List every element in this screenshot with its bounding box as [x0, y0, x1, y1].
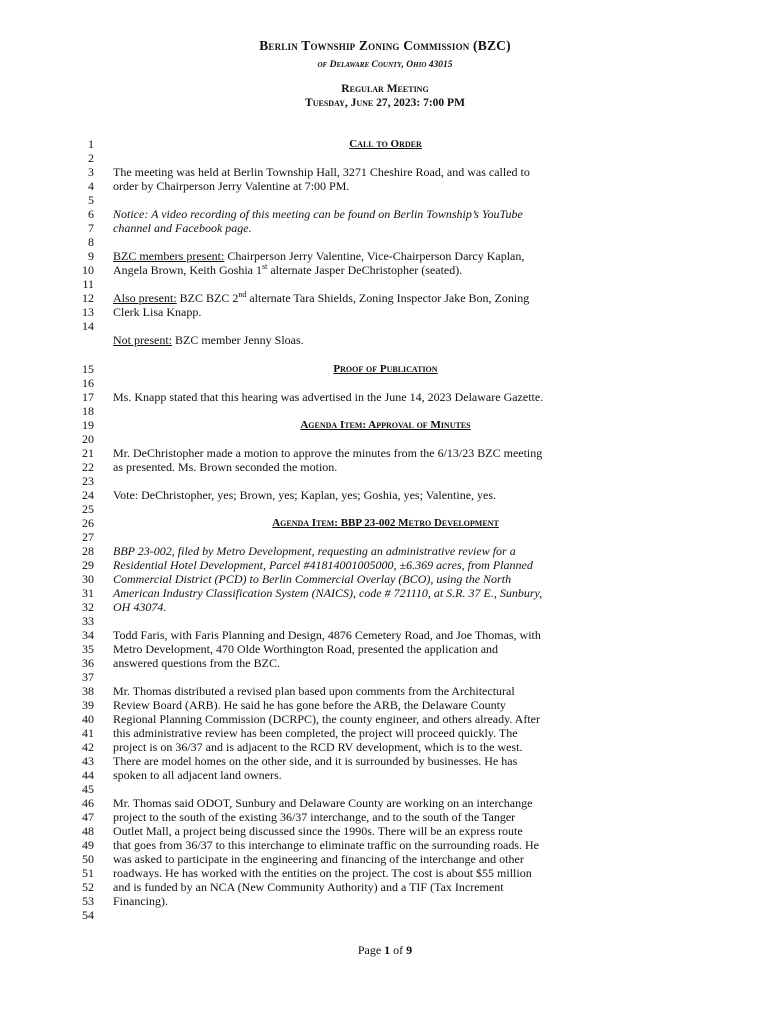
line-number: 4	[88, 179, 94, 193]
text-line-22: as presented. Ms. Brown seconded the motion.	[113, 460, 338, 474]
footer-page-word: Page	[357, 943, 385, 957]
text-line-50: was asked to participate in the engineering and financing of the interchange and other	[113, 852, 524, 866]
text-line-42: project is on 36/37 and is adjacent to the RCD RV development, which is to the west.	[113, 740, 523, 754]
line-number: 2	[88, 151, 94, 165]
line-number: 22	[82, 460, 94, 474]
text-line-46: Mr. Thomas said ODOT, Sunbury and Delaware County are working on an interchange	[113, 796, 533, 810]
line-number: 48	[82, 824, 94, 838]
line-number: 46	[82, 796, 94, 810]
footer-of-word: of	[390, 943, 407, 957]
text-line-53: Financing).	[113, 894, 168, 908]
text-line-39: Review Board (ARB). He said he has gone before the ARB, the Delaware County	[113, 698, 506, 712]
heading-proof-of-publication: Proof of Publication	[333, 363, 438, 375]
line-number: 43	[82, 754, 94, 768]
line-number: 51	[82, 866, 94, 880]
text-line-30: Commercial District (PCD) to Berlin Commercial Overlay (BCO), using the North	[113, 572, 512, 586]
line-number: 42	[82, 740, 94, 754]
line-number: 6	[88, 207, 94, 221]
line-number: 44	[82, 768, 94, 782]
meeting-date: Tuesday, June 27, 2023: 7:00 PM	[305, 97, 465, 109]
line-number: 9	[88, 249, 94, 263]
line-number: 29	[82, 558, 94, 572]
members-present-label: BZC members present:	[113, 249, 225, 263]
page-footer	[0, 943, 770, 958]
line-number: 18	[82, 404, 94, 418]
meeting-type: Regular Meeting	[341, 83, 429, 95]
text-line-29: Residential Hotel Development, Parcel #41814001005000, ±6.369 acres, from Planned	[113, 558, 533, 572]
line-number: 11	[82, 277, 94, 291]
line-number: 30	[82, 572, 94, 586]
text-line-43: There are model homes on the other side, and it is surrounded by businesses. He has	[113, 754, 518, 768]
line-number: 52	[82, 880, 94, 894]
text-line-3: order by Chairperson Jerry Valentine at 7:00 PM.	[113, 179, 350, 193]
line-number: 1	[88, 137, 94, 151]
document-title: Berlin Township Zoning Commission (BZC)	[259, 38, 511, 53]
text-line-40: Regional Planning Commission (DCRPC), the county engineer, and others already. After	[113, 712, 541, 726]
line-number: 19	[82, 418, 94, 432]
line-number: 10	[82, 263, 94, 277]
line-number: 38	[82, 684, 94, 698]
line-number: 8	[88, 235, 94, 249]
line-number: 36	[82, 656, 94, 670]
line-number: 16	[82, 376, 94, 390]
line-number: 27	[82, 530, 94, 544]
line-number: 23	[82, 474, 94, 488]
footer-page-total: 9	[406, 943, 413, 957]
not-present-label: Not present:	[113, 333, 172, 347]
text-line-38: Mr. Thomas distributed a revised plan based upon comments from the Architectural	[113, 684, 515, 698]
line-number: 32	[82, 600, 94, 614]
text-line-31: American Industry Classification System (NAICS), code # 721110, at S.R. 37 E., Sunbury,	[113, 586, 543, 600]
text-line-2: The meeting was held at Berlin Township Hall, 3271 Cheshire Road, and was called to	[113, 165, 530, 179]
heading-bbp-23-002: Agenda Item: BBP 23-002 Metro Development	[272, 517, 499, 529]
line-number: 13	[82, 305, 94, 319]
line-number: 24	[82, 488, 94, 502]
text-line-48: Outlet Mall, a project being discussed since the 1990s. There will be an express route	[113, 824, 523, 838]
line-number: 49	[82, 838, 94, 852]
text-line-9-b: alternate Jasper DeChristopher (seated).	[267, 263, 463, 277]
line-number: 25	[82, 502, 94, 516]
superscript-nd: nd	[238, 290, 247, 299]
text-line-17: Ms. Knapp stated that this hearing was advertised in the June 14, 2023 Delaware Gazette.	[113, 390, 544, 404]
line-number: 17	[82, 390, 94, 404]
text-line-6: channel and Facebook page.	[113, 221, 252, 235]
line-number: 45	[82, 782, 94, 796]
line-number: 26	[82, 516, 94, 530]
text-line-9-a: Angela Brown, Keith Goshia 1	[113, 263, 262, 277]
line-number: 54	[82, 908, 94, 922]
line-number: 7	[88, 221, 94, 235]
line-number: 20	[82, 432, 94, 446]
line-number: 31	[82, 586, 94, 600]
line-number: 47	[82, 810, 94, 824]
text-line-49: that goes from 36/37 to this interchange to eliminate traffic on the surrounding roads. He	[113, 838, 540, 852]
line-number: 37	[82, 670, 94, 684]
text-line-9	[113, 263, 673, 277]
line-number: 34	[82, 628, 94, 642]
line-number: 41	[82, 726, 94, 740]
not-present-text: BZC member Jenny Sloas.	[172, 333, 304, 347]
heading-call-to-order: Call to Order	[349, 138, 422, 150]
text-line-51: roadways. He has worked with the entities on the project. The cost is about $55 million	[113, 866, 532, 880]
text-line-47: project to the south of the existing 36/37 interchange, and to the south of the Tanger	[113, 810, 516, 824]
text-line-44: spoken to all adjacent land owners.	[113, 768, 282, 782]
line-number: 39	[82, 698, 94, 712]
line-number: 14	[82, 319, 94, 333]
text-line-24: Vote: DeChristopher, yes; Brown, yes; Kaplan, yes; Goshia, yes; Valentine, yes.	[113, 488, 497, 502]
line-number: 40	[82, 712, 94, 726]
line-number: 12	[82, 291, 94, 305]
text-line-21: Mr. DeChristopher made a motion to approve the minutes from the 6/13/23 BZC meeting	[113, 446, 543, 460]
text-line-32: OH 43074.	[113, 600, 167, 614]
text-line-28: BBP 23-002, filed by Metro Development, requesting an administrative review for a	[113, 544, 516, 558]
line-number: 50	[82, 852, 94, 866]
superscript-st: st	[261, 262, 268, 271]
also-present-label: Also present:	[113, 291, 177, 305]
line-number: 33	[82, 614, 94, 628]
text-line-5: Notice: A video recording of this meeting can be found on Berlin Township’s YouTube	[113, 207, 523, 221]
line-number: 15	[82, 362, 94, 376]
text-line-14	[113, 333, 673, 347]
text-line-52: and is funded by an NCA (New Community Authority) and a TIF (Tax Increment	[113, 880, 504, 894]
text-line-12: Clerk Lisa Knapp.	[113, 305, 202, 319]
text-line-41: this administrative review has been completed, the project will proceed quickly. The	[113, 726, 518, 740]
line-number: 35	[82, 642, 94, 656]
text-line-11	[113, 291, 673, 305]
document-subtitle: of Delaware County, Ohio 43015	[317, 60, 453, 70]
line-number: 5	[88, 193, 94, 207]
text-line-36: answered questions from the BZC.	[113, 656, 280, 670]
heading-approval-of-minutes: Agenda Item: Approval of Minutes	[300, 419, 471, 431]
text-line-34: Todd Faris, with Faris Planning and Design, 4876 Cemetery Road, and Joe Thomas, with	[113, 628, 541, 642]
line-number: 3	[88, 165, 94, 179]
line-number: 53	[82, 894, 94, 908]
footer-page-number: 1	[384, 943, 391, 957]
line-number: 21	[82, 446, 94, 460]
text-line-11-b: alternate Tara Shields, Zoning Inspector Jake Bon, Zoning	[246, 291, 530, 305]
text-line-8	[113, 249, 673, 263]
text-line-11-a: BZC BZC 2	[176, 291, 239, 305]
text-line-35: Metro Development, 470 Olde Worthington Road, presented the application and	[113, 642, 499, 656]
members-present-text: Chairperson Jerry Valentine, Vice-Chairperson Darcy Kaplan,	[224, 249, 525, 263]
line-number: 28	[82, 544, 94, 558]
